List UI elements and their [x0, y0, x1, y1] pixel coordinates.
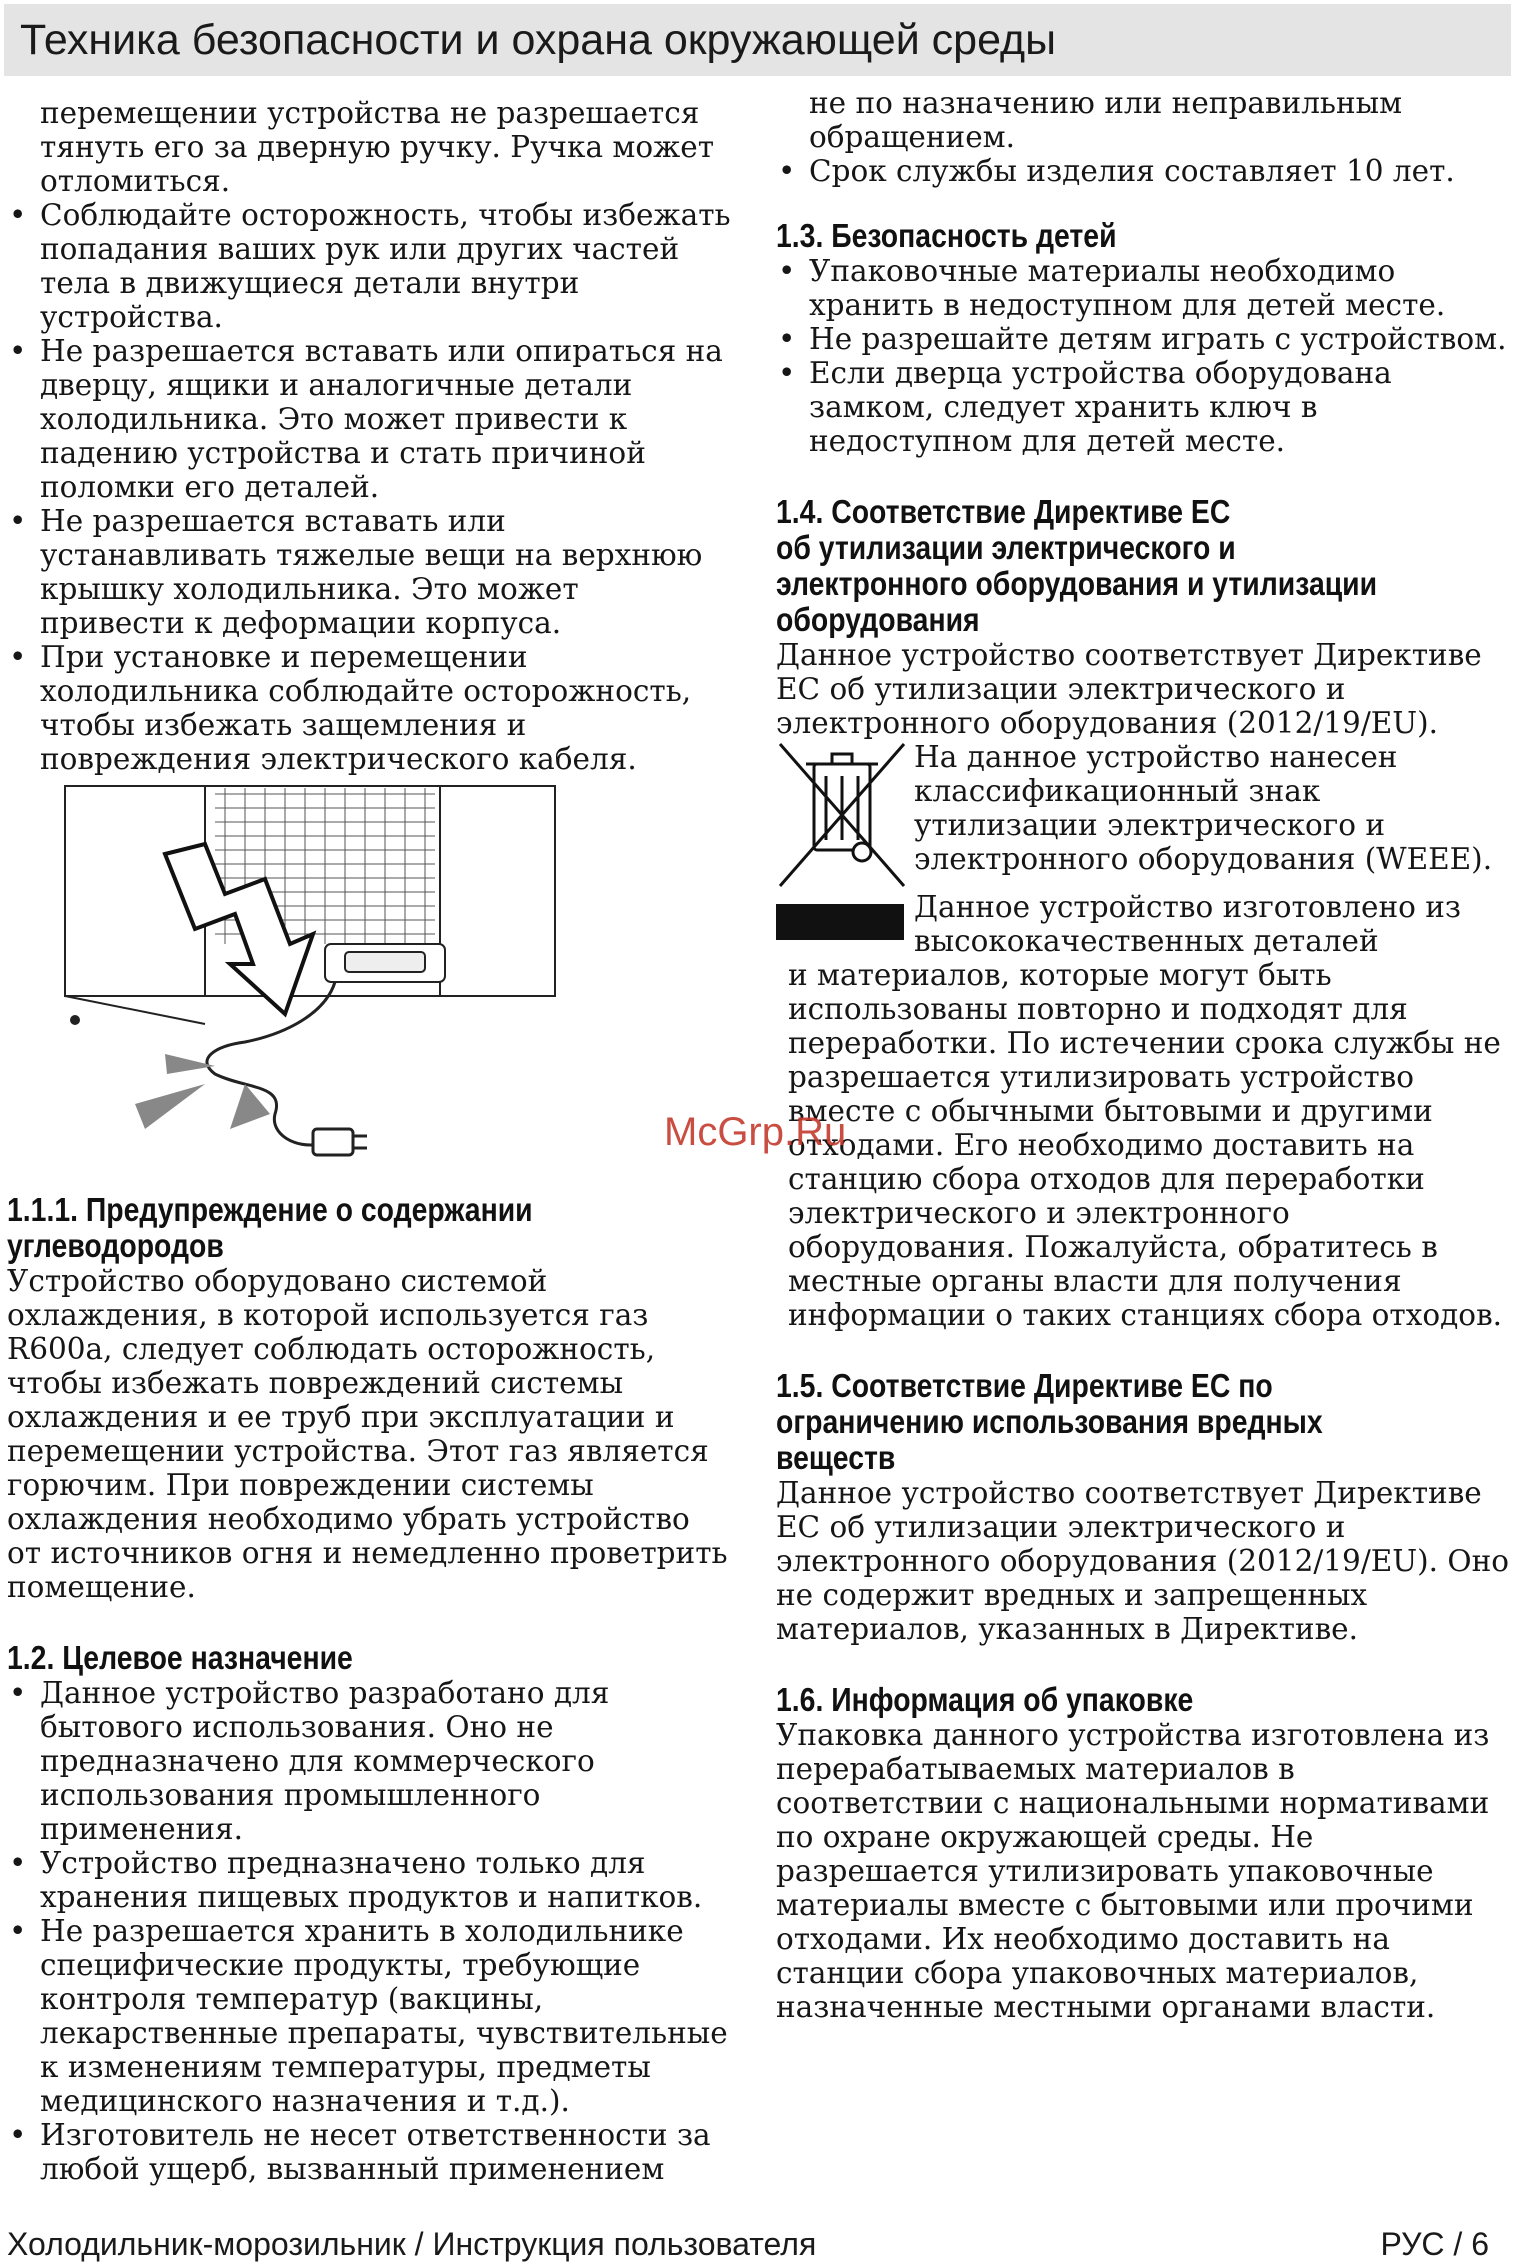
section-1-3-title: 1.3. Безопасность детей — [776, 217, 1117, 254]
section-1-6-title: 1.6. Информация об упаковке — [776, 1681, 1194, 1718]
cable-warning-illustration — [55, 784, 755, 1174]
section-1-4-title-line-1: 1.4. Соответствие Директиве ЕС — [776, 493, 1231, 530]
section-1-4-text: Данное устройство соответствует Директиве ЕС об утилизации электрического и электронного оборудования (2012/19/EU). — [776, 638, 1482, 740]
section-1-1-1-text: Устройство оборудовано системой охлаждения, в которой используется газ R600a, следует соблюдать осторожность, чтобы избежать повреждений системы охлаждения и ее труб при эксплуатации и перемещении устройства. Этот газ является горючим. При повреждении системы охлаждения необходимо убрать устройство от источников огня и немедленно проветрить помещение. — [7, 1264, 728, 1604]
safety-bullet-list — [7, 198, 732, 776]
section-1-5-title-line-3: веществ — [776, 1439, 896, 1476]
list-item: • Изготовитель не несет ответственности за любой ущерб, вызванный применением — [7, 2118, 732, 2186]
compressor-tray — [325, 944, 445, 982]
intro-continued-text: перемещении устройства не разрешается тянуть его за дверную ручку. Ручка может отломиться. — [40, 96, 715, 198]
list-item: • Данное устройство разработано для бытового использования. Оно не предназначено для коммерческого использования промышленного применения. — [7, 1676, 732, 1846]
crossed-bin-icon — [776, 740, 908, 890]
list-item: • Если дверца устройства оборудована замком, следует хранить ключ в недоступном для детей месте. — [776, 356, 1510, 458]
quality-text-start: Данное устройство изготовлено из высококачественных деталей — [914, 890, 1461, 958]
list-item: • Не разрешайте детям играть с устройством. — [776, 322, 1510, 356]
quality-text: и материалов, которые могут быть использованы повторно и подходят для переработки. По истечении срока службы не разрешается утилизировать устройство вместе с обычными бытовыми и другими отходами. Его необходимо доставить на станцию сбора отходов для переработки электрического и электронного оборудования. Пожалуйста, обратитесь в местные органы власти для получения информации о таких станциях сбора отходов. — [788, 958, 1503, 1332]
section-1-5-title-line-2: ограничению использования вредных — [776, 1403, 1323, 1440]
section-1-4-title-line-2: об утилизации электрического и — [776, 529, 1236, 566]
footer-manual-title: Холодильник-морозильник / Инструкция пользователя — [7, 2226, 817, 2262]
section-1-4-title-line-3: электронного оборудования и утилизации — [776, 565, 1378, 602]
page-number: РУС / 6 — [1380, 2226, 1489, 2262]
list-item: • Соблюдайте осторожность, чтобы избежать попадания ваших рук или других частей тела в движущиеся детали внутри устройства. — [7, 198, 732, 334]
list-item: • Упаковочные материалы необходимо хранить в недоступном для детей месте. — [776, 254, 1510, 322]
weee-block — [776, 740, 1510, 890]
list-item: • Срок службы изделия составляет 10 лет. — [776, 154, 1510, 188]
child-safety-list — [776, 254, 1510, 458]
section-1-1-1-title-line-2: углеводородов — [7, 1227, 224, 1264]
pinch-marks — [135, 1054, 270, 1129]
quality-block — [776, 890, 1510, 958]
purpose-bullet-list — [7, 1676, 732, 2186]
list-item: • Не разрешается вставать или устанавливать тяжелые вещи на верхнюю крышку холодильника. Это может привести к деформации корпуса. — [7, 504, 732, 640]
section-1-5-title-line-1: 1.5. Соответствие Директиве ЕС по — [776, 1367, 1273, 1404]
weee-text: На данное устройство нанесен классификационный знак утилизации электрического и электронного оборудования (WEEE). — [914, 740, 1493, 876]
continued-text: не по назначению или неправильным обращением. — [809, 86, 1403, 154]
list-item: • Устройство предназначено только для хранения пищевых продуктов и напитков. — [7, 1846, 732, 1914]
section-1-1-1-title-line-1: 1.1.1. Предупреждение о содержании — [7, 1191, 533, 1228]
page-title: Техника безопасности и охрана окружающей среды — [20, 15, 1057, 64]
black-bar-mark — [776, 904, 904, 940]
right-column — [776, 86, 1510, 2024]
list-item: • Не разрешается вставать или опираться на дверцу, ящики и аналогичные детали холодильника. Это может привести к падению устройства и стать причиной поломки его деталей. — [7, 334, 732, 504]
section-1-6-text: Упаковка данного устройства изготовлена из перерабатываемых материалов в соответствии с национальными нормативами по охране окружающей среды. Не разрешается утилизировать упаковочные материалы вместе с бытовыми или прочими отходами. Их необходимо доставить на станции сбора упаковочных материалов, назначенные местными органами власти. — [776, 1718, 1490, 2024]
section-1-4-title-line-4: оборудования — [776, 601, 980, 638]
section-1-5-text: Данное устройство соответствует Директиве ЕС об утилизации электрического и электронного оборудования (2012/19/EU). Оно не содержит вредных и запрещенных материалов, указанных в Директиве. — [776, 1476, 1510, 1646]
left-column — [7, 96, 732, 2186]
fridge-foot — [70, 1015, 80, 1025]
watermark: McGrp.Ru — [664, 1110, 847, 1154]
list-item: • Не разрешается хранить в холодильнике специфические продукты, требующие контроля температур (вакцины, лекарственные препараты, чувствительные к изменениям температуры, предметы медицинского назначения и т.д.). — [7, 1914, 732, 2118]
page-header — [4, 4, 1511, 76]
section-1-2-title: 1.2. Целевое назначение — [7, 1639, 353, 1676]
service-life-list — [776, 154, 1510, 188]
list-item: • При установке и перемещении холодильника соблюдайте осторожность, чтобы избежать защемления и повреждения электрического кабеля. — [7, 640, 732, 776]
